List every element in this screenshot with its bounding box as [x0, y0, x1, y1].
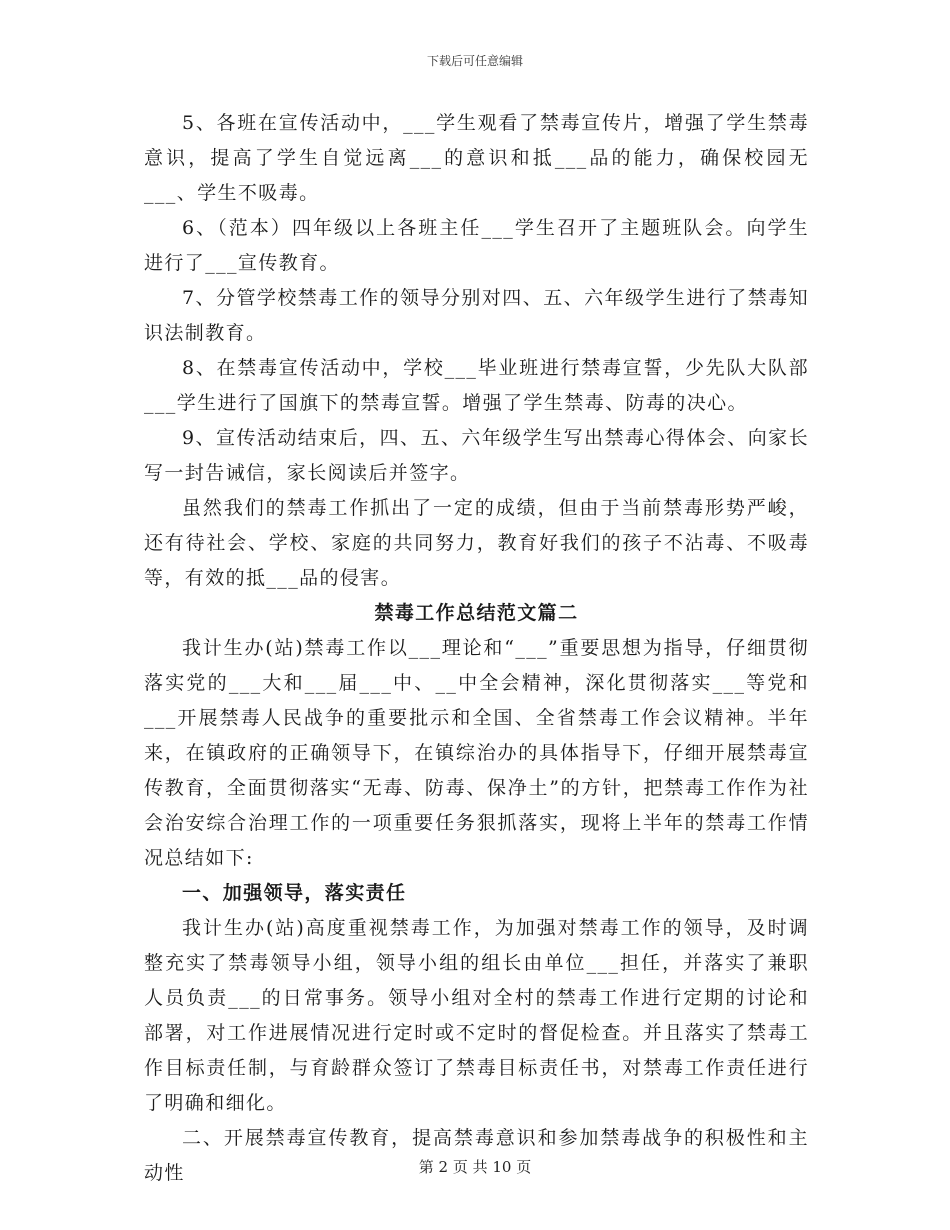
paragraph-intro: 我计生办(站)禁毒工作以___理论和“___”重要思想为指导，仔细贯彻落实党的___大和___届___中、__中全会精神，深化贯彻落实___等党和___开展禁毒人民战争的重要批示和全国、全省禁毒工作会议精神。半年来，在镇政府的正确领导下，在镇综治办的具体指导下，仔细开展禁毒宣传教育，全面贯彻落实“无毒、防毒、保净土”的方针，把禁毒工作作为社会治安综合治理工作的一项重要任务狠抓落实，现将上半年的禁毒工作情况总结如下: [144, 637, 809, 869]
section-title: 禁毒工作总结范文篇二 [374, 602, 579, 624]
paragraph-conclusion: 虽然我们的禁毒工作抓出了一定的成绩，但由于当前禁毒形势严峻，还有待社会、学校、家庭的共同努力，教育好我们的孩子不沾毒、不吸毒等，有效的抵___品的侵害。 [144, 497, 809, 589]
paragraph-education-heading: 二、开展禁毒宣传教育，提高禁毒意识和参加禁毒战争的积极性和主动性 [144, 1127, 809, 1184]
document-body [144, 106, 809, 1191]
paragraph-item-9: 9、宣传活动结束后，四、五、六年级学生写出禁毒心得体会、向家长写一封告诫信，家长阅读后并签字。 [144, 427, 809, 484]
page-header: 下载后可任意编辑 [426, 54, 523, 68]
paragraph-item-7: 7、分管学校禁毒工作的领导分别对四、五、六年级学生进行了禁毒知识法制教育。 [144, 287, 809, 344]
paragraph-leadership: 我计生办(站)高度重视禁毒工作，为加强对禁毒工作的领导，及时调整充实了禁毒领导小组，领导小组的组长由单位___担任，并落实了兼职人员负责___的日常事务。领导小组对全村的禁毒工作进行定期的讨论和部署，对工作进展情况进行定时或不定时的督促检查。并且落实了禁毒工作目标责任制，与育龄群众签订了禁毒目标责任书，对禁毒工作责任进行了明确和细化。 [144, 917, 809, 1114]
paragraph-item-8: 8、在禁毒宣传活动中，学校___毕业班进行禁毒宣誓，少先队大队部___学生进行了国旗下的禁毒宣誓。增强了学生禁毒、防毒的决心。 [144, 357, 809, 414]
page-number: 第 2 页 共 10 页 [418, 1158, 532, 1176]
paragraph-item-5: 5、各班在宣传活动中，___学生观看了禁毒宣传片，增强了学生禁毒意识，提高了学生自觉远离___的意识和抵___品的能力，确保校园无___、学生不吸毒。 [144, 112, 809, 204]
subheading-leadership: 一、加强领导，落实责任 [182, 882, 407, 904]
paragraph-item-6: 6、（范本）四年级以上各班主任___学生召开了主题班队会。向学生进行了___宣传教育。 [144, 217, 809, 274]
